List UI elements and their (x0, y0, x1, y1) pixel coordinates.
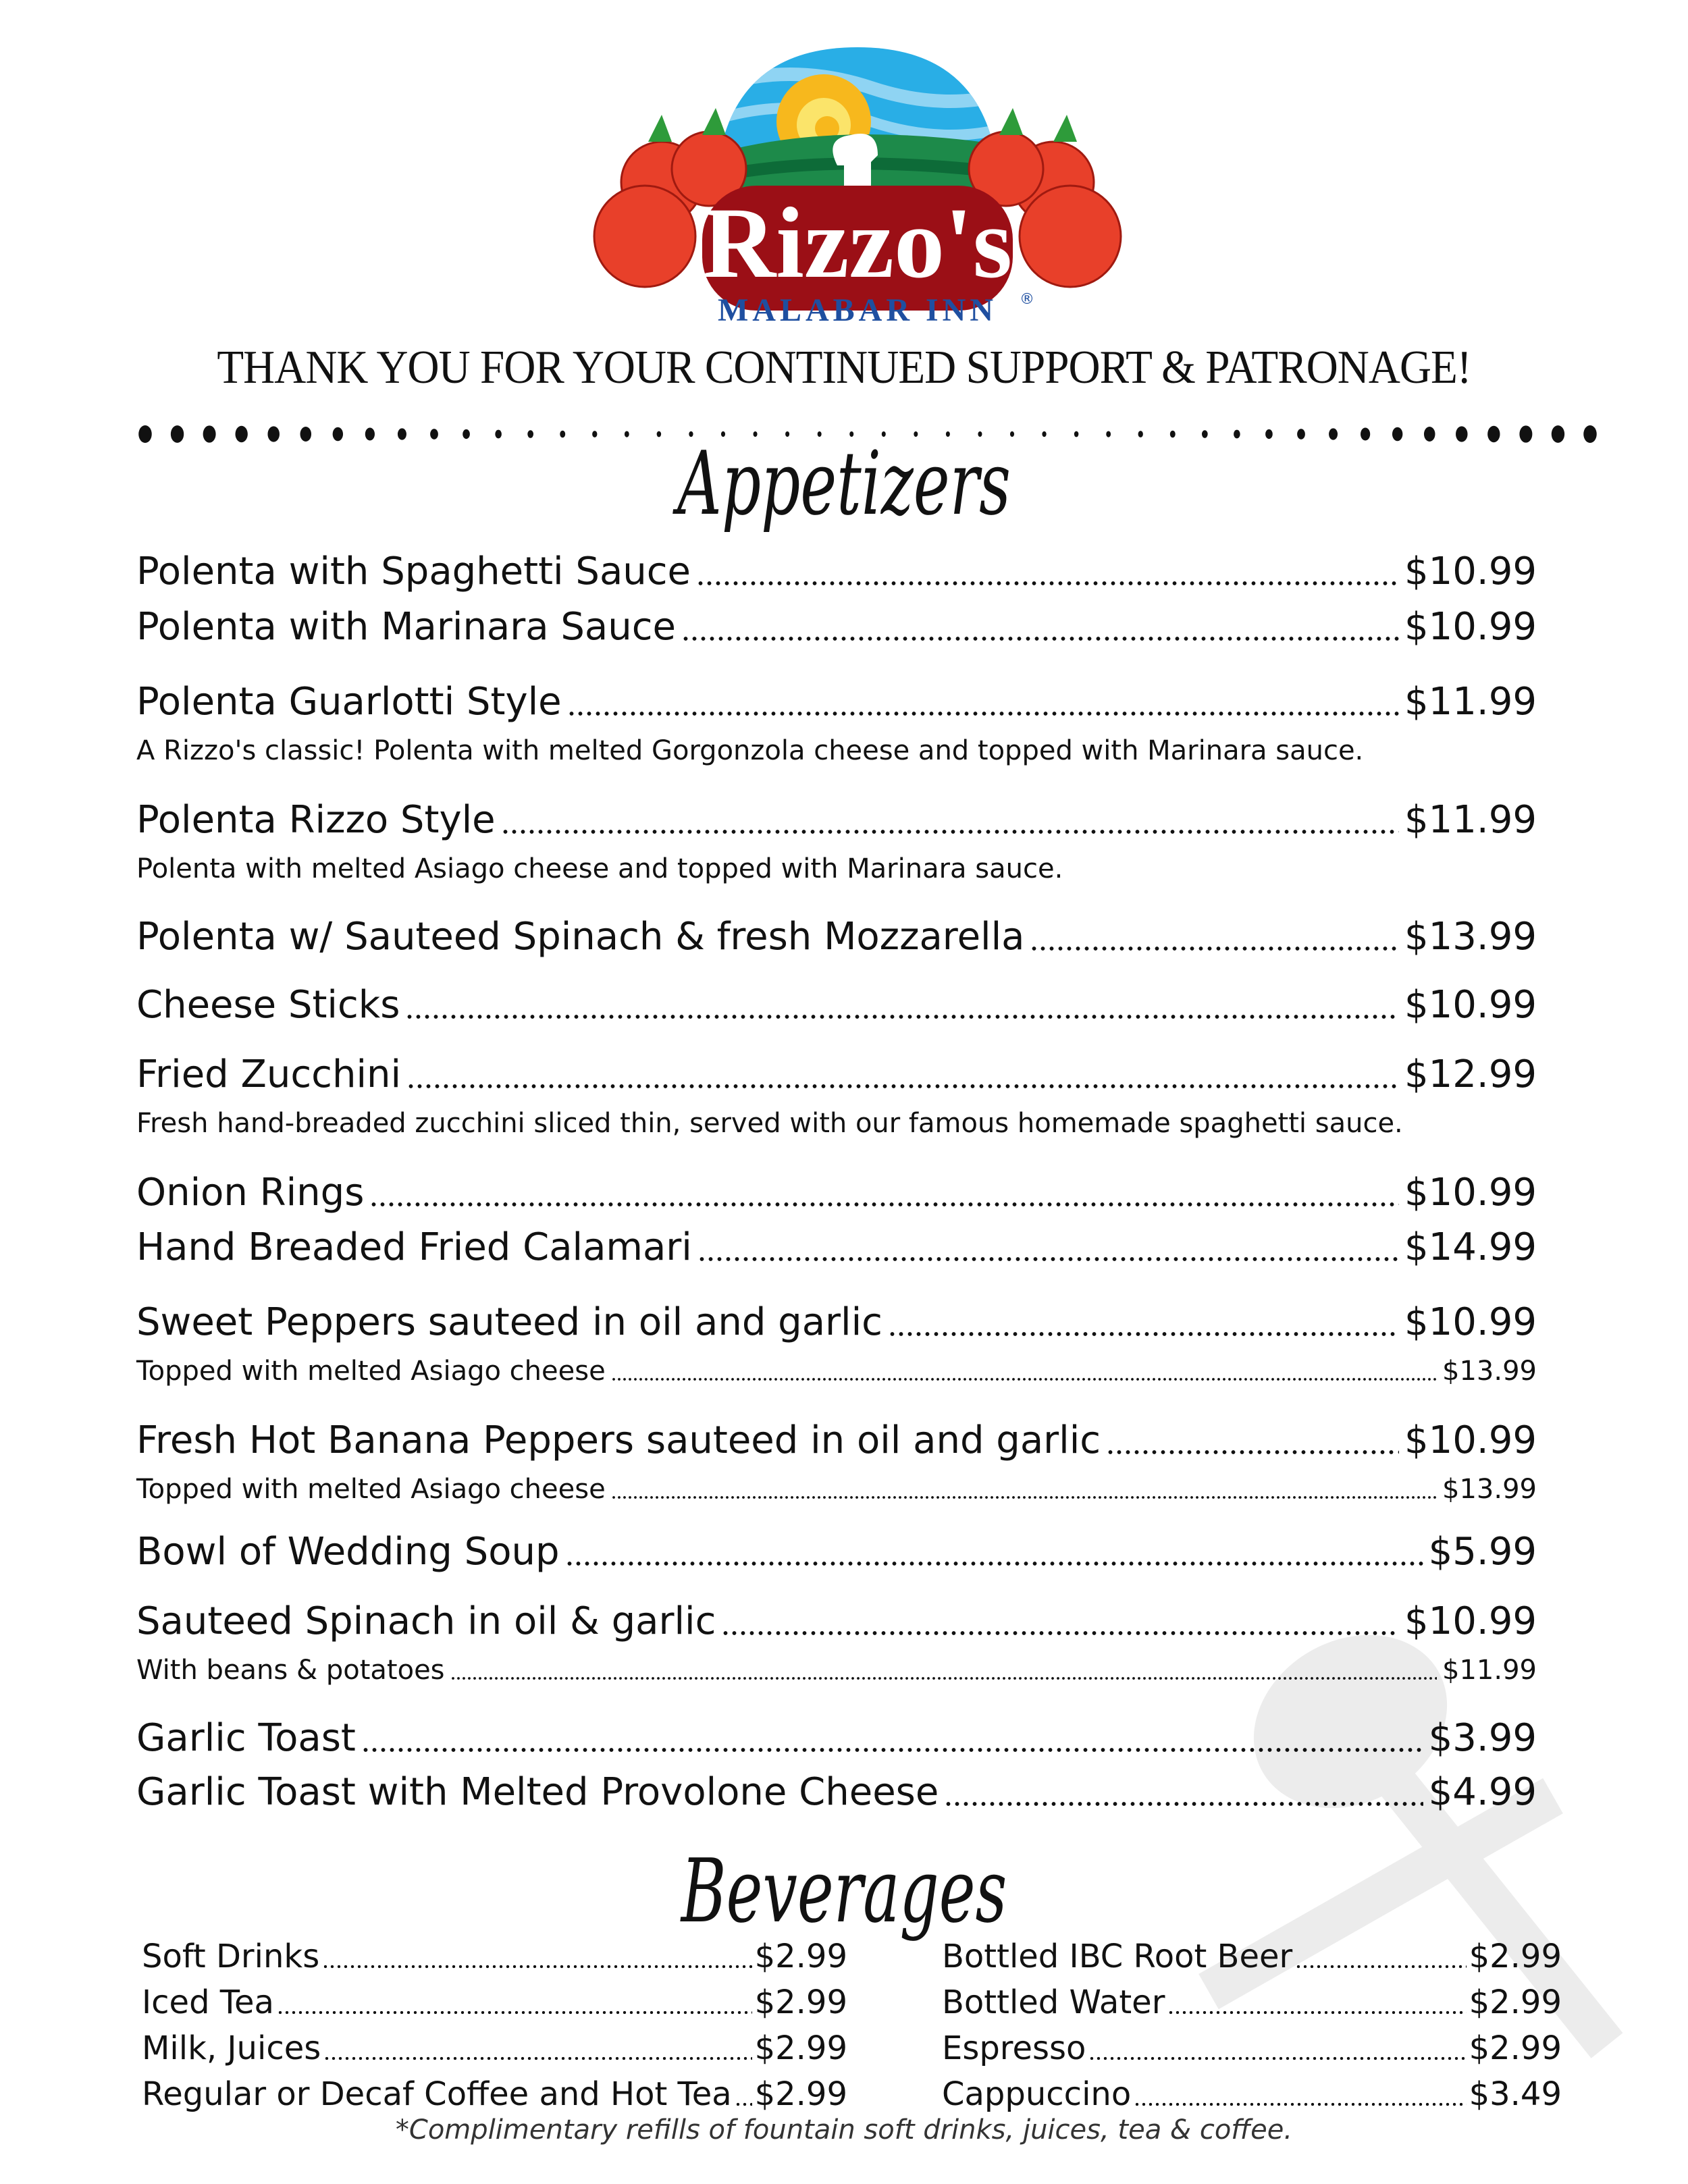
item-name: Bottled IBC Root Beer (942, 1938, 1293, 1975)
item-name: Espresso (942, 2029, 1086, 2067)
logo-subtitle: MALABAR INN (718, 292, 997, 324)
dot-leader (1106, 1449, 1399, 1455)
item-name: Bowl of Wedding Soup (136, 1530, 560, 1574)
dot-leader (611, 1377, 1437, 1381)
beverage-item (942, 2074, 1562, 2114)
dot-leader (888, 1331, 1399, 1337)
item-name: Polenta Guarlotti Style (136, 680, 562, 724)
item-price: $10.99 (1404, 1300, 1537, 1344)
divider-dot (1519, 425, 1532, 442)
item-name: Fried Zucchini (136, 1053, 402, 1096)
dot-leader (501, 829, 1399, 834)
beverage-item (142, 2028, 847, 2069)
dot-leader (277, 2010, 752, 2015)
item-name: Iced Tea (142, 1983, 274, 2021)
divider-dot (203, 425, 216, 442)
item-name: Hand Breaded Fried Calamari (136, 1225, 692, 1269)
item-name: Bottled Water (942, 1983, 1165, 2021)
item-name: Topped with melted Asiago cheese (136, 1474, 606, 1505)
menu-item-option (136, 1354, 1537, 1388)
item-name: Cappuccino (942, 2075, 1132, 2113)
item-price: $14.99 (1404, 1225, 1537, 1269)
menu-item (136, 678, 1537, 726)
menu-item (136, 1299, 1537, 1346)
divider-dot (1552, 425, 1564, 443)
item-name: Garlic Toast (136, 1716, 356, 1760)
item-description: Polenta with melted Asiago cheese and topped with Marinara sauce. (136, 853, 1063, 884)
item-price: $5.99 (1428, 1530, 1537, 1574)
item-name: Fresh Hot Banana Peppers sauteed in oil and garlic (136, 1418, 1101, 1462)
dot-leader (1088, 2056, 1466, 2060)
menu-item (136, 548, 1537, 595)
item-price: $4.99 (1428, 1770, 1537, 1814)
item-name: Garlic Toast with Melted Provolone Cheese (136, 1770, 939, 1814)
divider-dot (171, 425, 184, 443)
item-price: $10.99 (1404, 1599, 1537, 1643)
dot-leader (1167, 2010, 1466, 2015)
item-price: $2.99 (754, 2029, 847, 2067)
rizzos-logo (587, 34, 1128, 324)
item-price: $11.99 (1404, 798, 1537, 842)
item-price: $2.99 (754, 1938, 847, 1975)
dot-leader (567, 711, 1399, 716)
item-name: Milk, Juices (142, 2029, 321, 2067)
item-name: Polenta with Marinara Sauce (136, 605, 676, 649)
item-price: $3.49 (1469, 2075, 1562, 2113)
item-price: $2.99 (1469, 1938, 1562, 1975)
menu-item-option (136, 1472, 1537, 1506)
beverage-item (142, 2074, 847, 2114)
item-price: $12.99 (1404, 1053, 1537, 1096)
dot-leader (697, 1256, 1399, 1262)
beverage-item (942, 2028, 1562, 2069)
item-price: $10.99 (1404, 1171, 1537, 1215)
menu-item (136, 797, 1537, 844)
divider-dot (1487, 426, 1500, 442)
item-price: $13.99 (1442, 1356, 1537, 1387)
item-price: $2.99 (1469, 2029, 1562, 2067)
menu-item (136, 604, 1537, 651)
appetizers-heading: Appetizers (677, 432, 1011, 535)
menu-item (136, 1051, 1537, 1098)
item-price: $3.99 (1428, 1716, 1537, 1760)
beverages-heading: Beverages (681, 1840, 1007, 1942)
item-price: $10.99 (1404, 605, 1537, 649)
thank-you-tagline: THANK YOU FOR YOUR CONTINUED SUPPORT & PATRONAGE! (217, 342, 1471, 394)
item-name: Topped with melted Asiago cheese (136, 1356, 606, 1387)
item-price: $10.99 (1404, 550, 1537, 593)
dot-leader (681, 636, 1399, 641)
item-price: $13.99 (1404, 915, 1537, 959)
menu-item (136, 1224, 1537, 1271)
beverage-item (942, 1982, 1562, 2023)
dot-leader (322, 1965, 751, 1969)
dot-leader (735, 2102, 752, 2106)
refill-footnote: *Complimentary refills of fountain soft drinks, juices, tea & coffee. (395, 2114, 1293, 2146)
divider-dot (235, 426, 247, 442)
menu-item (136, 1417, 1537, 1464)
divider-dot (138, 425, 152, 443)
item-name: Onion Rings (136, 1171, 365, 1215)
logo-brand-text: Rizzo's (702, 187, 1013, 299)
item-price: $11.99 (1442, 1655, 1537, 1686)
item-name: Cheese Sticks (136, 983, 400, 1027)
item-name: Polenta Rizzo Style (136, 798, 496, 842)
item-name: With beans & potatoes (136, 1655, 445, 1686)
item-price: $10.99 (1404, 1418, 1537, 1462)
dot-leader (1030, 946, 1399, 951)
item-price: $2.99 (754, 2075, 847, 2113)
item-name: Sauteed Spinach in oil & garlic (136, 1599, 716, 1643)
item-price: $10.99 (1404, 983, 1537, 1027)
beverage-item (942, 1936, 1562, 1977)
item-name: Regular or Decaf Coffee and Hot Tea (142, 2075, 732, 2113)
dot-leader (696, 581, 1399, 586)
item-name: Polenta with Spaghetti Sauce (136, 550, 691, 593)
item-price: $13.99 (1442, 1474, 1537, 1505)
menu-item (136, 913, 1537, 961)
dot-leader (1134, 2102, 1466, 2106)
dot-leader (1295, 1965, 1466, 1969)
dot-leader (405, 1014, 1399, 1019)
beverage-item (142, 1982, 847, 2023)
menu-item (136, 1528, 1537, 1576)
dot-leader (611, 1495, 1437, 1499)
menu-item (136, 1169, 1537, 1217)
divider-dot (1456, 426, 1468, 442)
divider-dot (1583, 425, 1597, 443)
dot-leader (406, 1084, 1399, 1089)
dot-leader (323, 2056, 751, 2060)
item-name: Soft Drinks (142, 1938, 320, 1975)
item-name: Polenta w/ Sauteed Spinach & fresh Mozzarella (136, 915, 1025, 959)
dot-leader (369, 1202, 1399, 1207)
item-description: Fresh hand-breaded zucchini sliced thin, served with our famous homemade spaghetti sauce. (136, 1108, 1403, 1139)
item-price: $2.99 (754, 1983, 847, 2021)
dot-leader (565, 1561, 1423, 1566)
item-price: $11.99 (1404, 680, 1537, 724)
beverage-item (142, 1936, 847, 1977)
menu-item (136, 982, 1537, 1029)
registered-mark: ® (1020, 291, 1034, 308)
item-description: A Rizzo's classic! Polenta with melted Gorgonzola cheese and topped with Marinara sauce. (136, 735, 1364, 766)
item-price: $2.99 (1469, 1983, 1562, 2021)
item-name: Sweet Peppers sauteed in oil and garlic (136, 1300, 882, 1344)
